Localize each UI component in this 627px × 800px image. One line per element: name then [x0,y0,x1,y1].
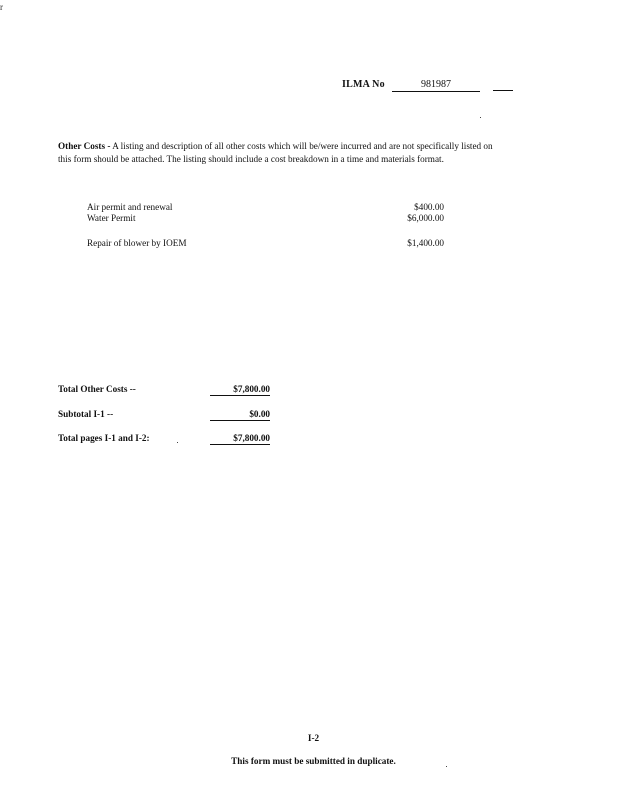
scan-speck [480,117,481,118]
total-other-costs-label: Total Other Costs -- [58,384,136,394]
subtotal-value: $0.00 [210,409,270,421]
other-costs-heading: Other Costs - [58,141,111,151]
footer-note: This form must be submitted in duplicate. [231,756,396,766]
total-pages-label: Total pages I-1 and I-2: [58,433,150,443]
cost-item-label: Water Permit [87,213,136,223]
total-pages-value: $7,800.00 [210,433,270,445]
subtotal-label: Subtotal I-1 -- [58,409,114,419]
scan-speck [177,442,178,443]
scan-speck [446,766,447,767]
page-number: I-2 [307,733,320,743]
cost-item-amount: $400.00 [414,202,444,212]
other-costs-instructions [58,140,503,166]
other-costs-description: A listing and description of all other costs which will be/were incurred and are not specifically listed on this form should be attached. The listing should include a cost breakdown in a time and materials format. [58,141,493,164]
cost-item-label: Air permit and renewal [87,202,173,212]
ilma-number-value: 981987 [392,79,480,92]
ilma-number-underline [493,90,513,91]
cost-item-amount: $1,400.00 [407,238,444,248]
ilma-number-label: ILMA No [342,79,385,90]
total-other-costs-value: $7,800.00 [210,384,270,396]
corner-scan-mark: r [0,2,3,12]
cost-item-amount: $6,000.00 [407,213,444,223]
cost-item-label: Repair of blower by IOEM [87,238,187,248]
